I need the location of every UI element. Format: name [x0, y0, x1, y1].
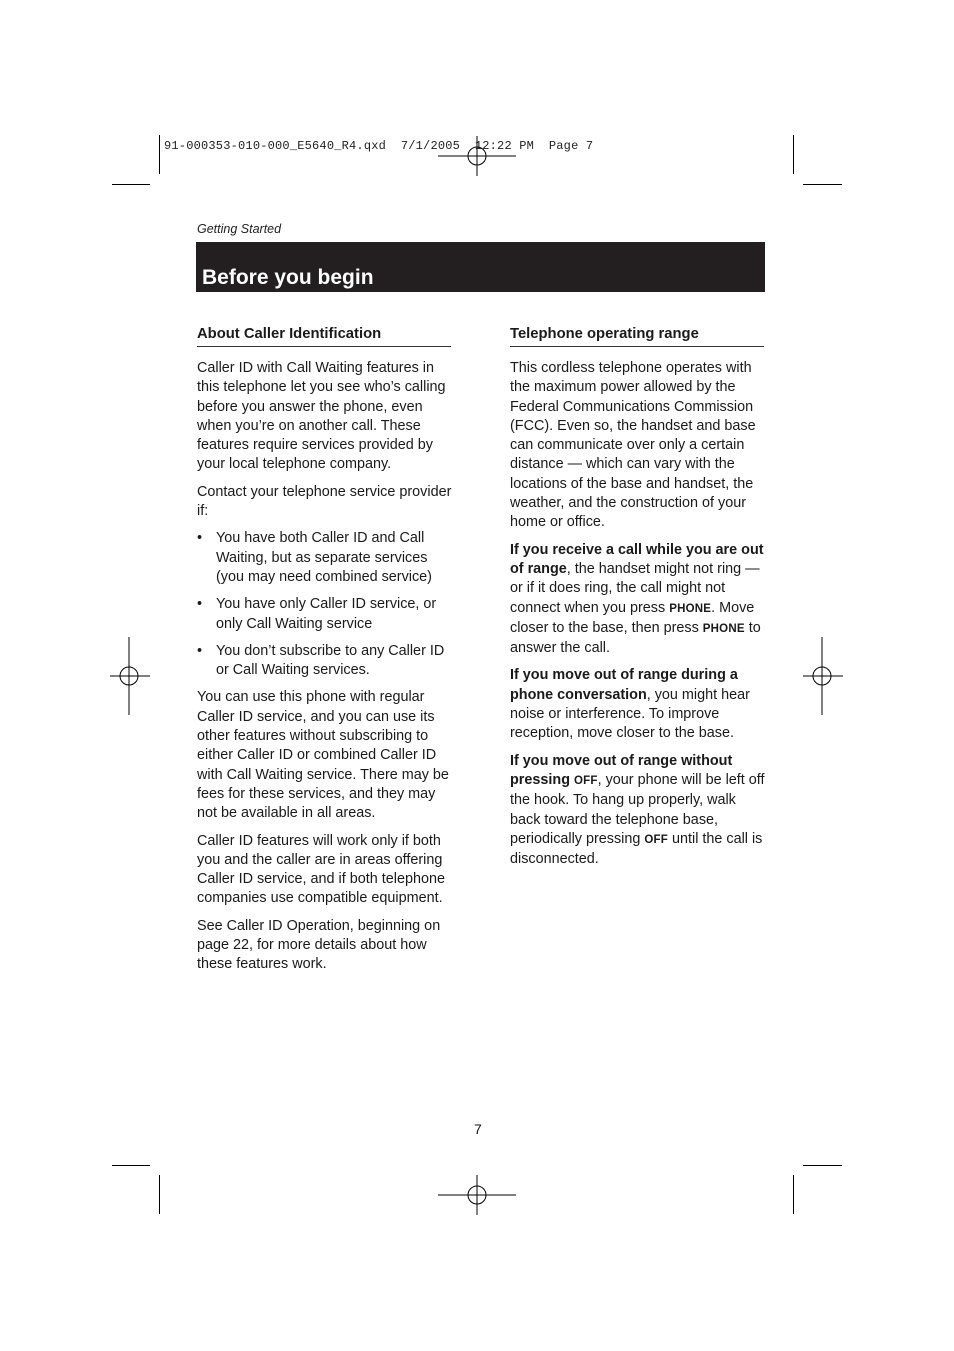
out-of-range-conversation-text: If you move out of range during a phone conversation, you might hear noise or interference. To improve reception, move closer to the base. [510, 667, 750, 742]
page-number: 7 [474, 1121, 482, 1137]
out-of-range-call-text: If you receive a call while you are out of range, the handset might not ring — or if it does ring, the call might not connect when you press PHONE. Move closer to the base, then press PHONE to answer the call. [510, 541, 764, 657]
operating-range-heading: Telephone operating range [510, 325, 764, 347]
off-key-label: OFF [573, 774, 598, 787]
registration-mark-bottom [438, 1175, 516, 1215]
page-title: Before you begin [202, 266, 374, 289]
list-item: • You have both Caller ID and Call Waiting, but as separate services (you may need combined service) [197, 530, 432, 585]
registration-mark-left [110, 637, 150, 715]
right-column [510, 325, 768, 877]
registration-mark-top [438, 136, 516, 176]
bullet-icon: • [197, 530, 203, 547]
caller-id-intro: Caller ID with Call Waiting features in this telephone let you see who’s calling before you answer the phone, even when you’re on another call. These features require services provided by your local telephone company. [197, 360, 446, 473]
out-of-range-no-off-text: If you move out of range without pressing OFF, your phone will be left off the hook. To hang up properly, walk back toward the telephone base, periodically pressing OFF until the call is disconnected. [510, 752, 765, 868]
list-item: • You have only Caller ID service, or only Call Waiting service [197, 596, 437, 632]
phone-key-label: PHONE [702, 622, 745, 635]
see-caller-id-operation-text: See Caller ID Operation, beginning on page 22, for more details about how these features work. [197, 917, 441, 973]
left-column [197, 325, 455, 983]
regular-caller-id-text: You can use this phone with regular Caller ID service, and you can use its other features without subscribing to either Caller ID or combined Caller ID with Call Waiting service. There may be fees for these services, and they may not be available in all areas. [197, 689, 449, 822]
caller-id-requirements-text: Caller ID features will work only if both you and the caller are in areas offering Caller ID service, and if both telephone companies use compatible equipment. [197, 832, 445, 907]
title-bar [196, 242, 765, 292]
bullet-icon: • [197, 596, 203, 613]
bullet-icon: • [197, 642, 203, 659]
registration-mark-right [803, 637, 843, 715]
off-key-label: OFF [644, 833, 668, 846]
printer-slug: 91-000353-010-000_E5640_R4.qxd 7/1/2005 12:22 PM Page 7 [164, 139, 594, 153]
provider-conditions-list [197, 529, 455, 680]
operating-range-intro: This cordless telephone operates with the maximum power allowed by the Federal Communications Commission (FCC). Even so, the handset and base can communicate over only a certain distance — which can vary with the locations of the base and handset, the weather, and the construction of your home or office. [510, 360, 756, 531]
phone-key-label: PHONE [669, 602, 712, 615]
caller-id-heading: About Caller Identification [197, 325, 451, 347]
contact-provider-text: Contact your telephone service provider if: [197, 483, 452, 520]
section-label: Getting Started [197, 222, 282, 236]
list-item: • You don’t subscribe to any Caller ID or Call Waiting services. [197, 642, 445, 679]
